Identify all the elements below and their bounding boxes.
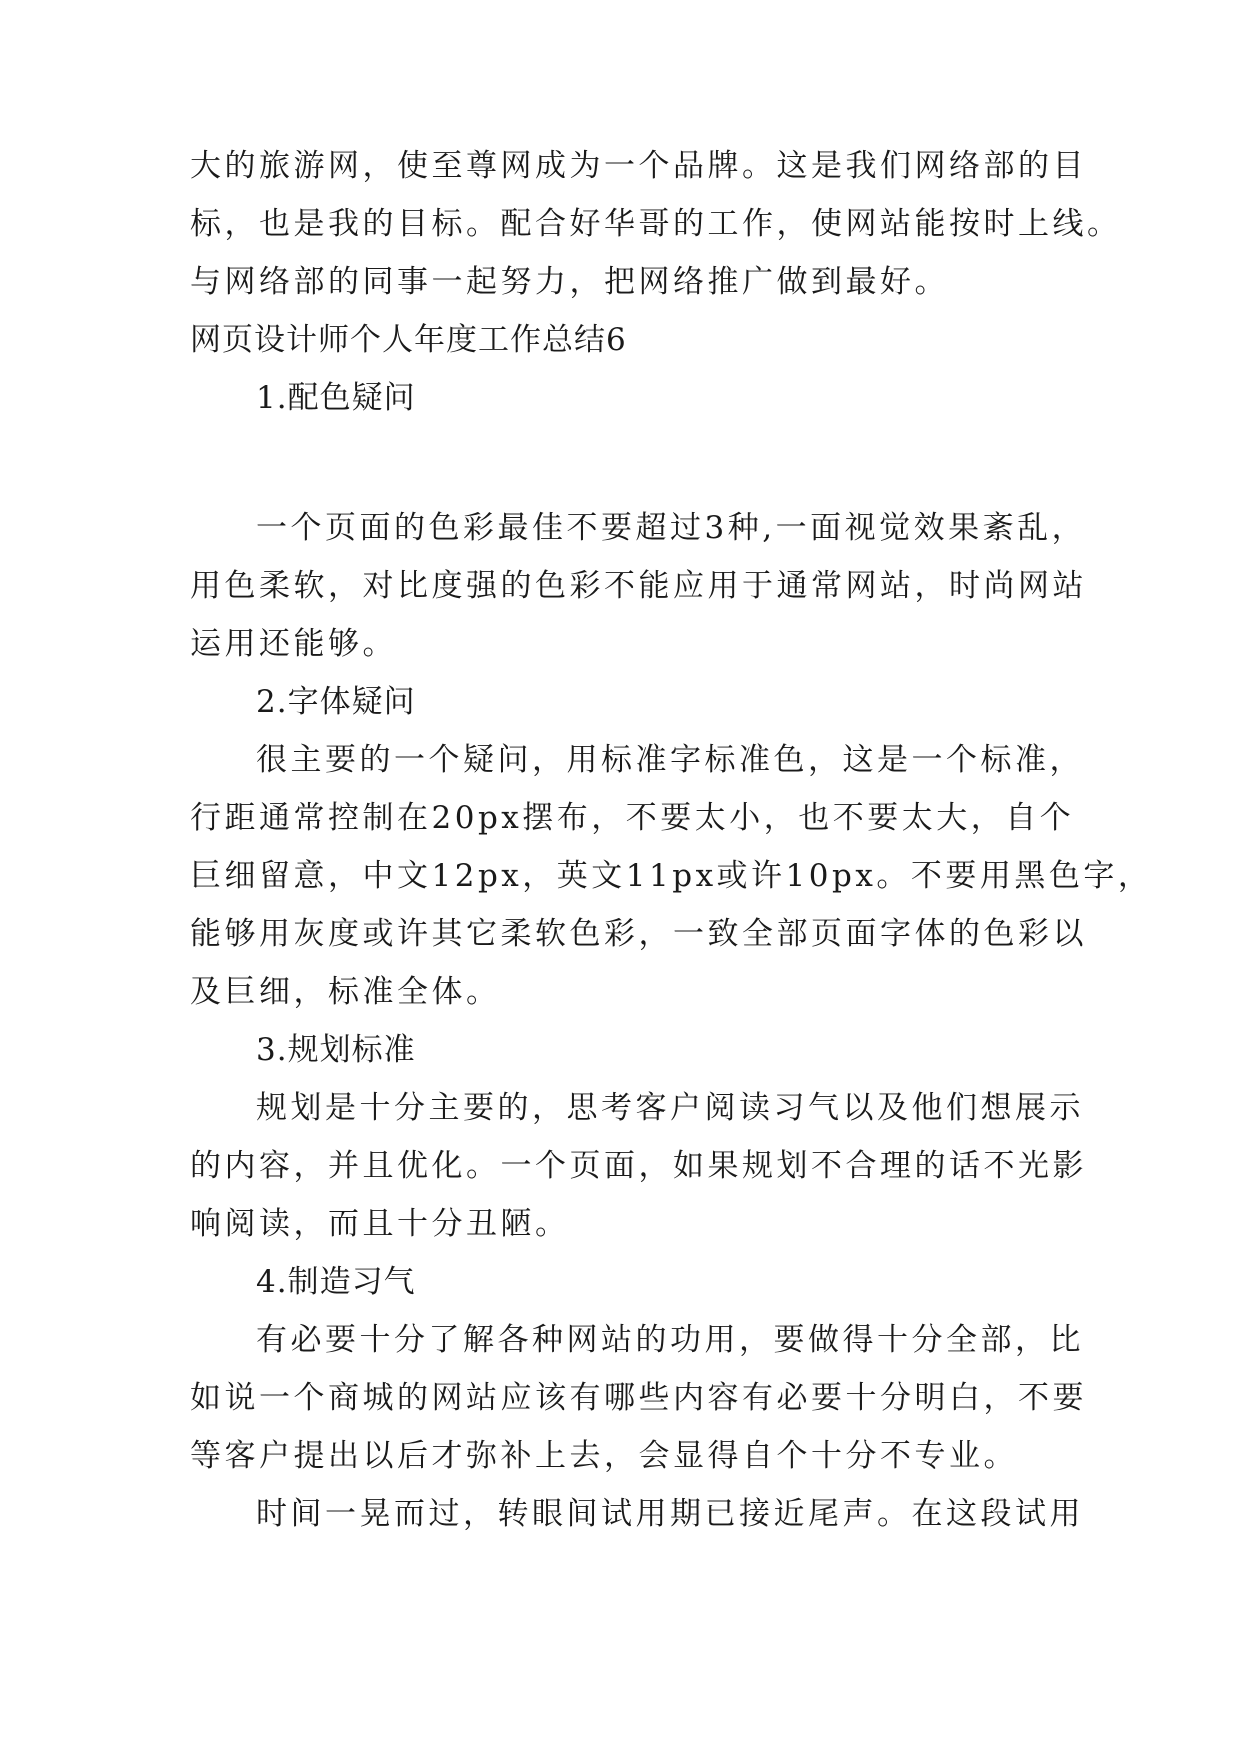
section-title: 网页设计师个人年度工作总结6 xyxy=(190,322,627,358)
paragraph-line: 用色柔软，对比度强的色彩不能应用于通常网站，时尚网站 xyxy=(190,568,1087,604)
paragraph-line: 运用还能够。 xyxy=(190,626,397,662)
paragraph-line: 等客户提出以后才弥补上去，会显得自个十分不专业。 xyxy=(190,1438,1018,1474)
paragraph-line: 的内容，并且优化。一个页面，如果规划不合理的话不光影 xyxy=(190,1148,1087,1184)
paragraph-line: 响阅读，而且十分丑陋。 xyxy=(190,1206,570,1242)
paragraph-line: 时间一晃而过，转眼间试用期已接近尾声。在这段试用 xyxy=(256,1496,1084,1532)
paragraph-line: 行距通常控制在20px摆布，不要太小，也不要太大，自个 xyxy=(190,800,1075,836)
heading-font: 2.字体疑问 xyxy=(256,684,416,720)
paragraph-line: 如说一个商城的网站应该有哪些内容有必要十分明白，不要 xyxy=(190,1380,1087,1416)
paragraph-line: 及巨细，标准全体。 xyxy=(190,974,501,1010)
paragraph-line: 标，也是我的目标。配合好华哥的工作，使网站能按时上线。 xyxy=(190,206,1122,242)
paragraph-line: 巨细留意，中文12px，英文11px或许10px。不要用黑色字， xyxy=(190,858,1153,894)
paragraph-line: 规划是十分主要的，思考客户阅读习气以及他们想展示 xyxy=(256,1090,1084,1126)
heading-layout: 3.规划标准 xyxy=(256,1032,416,1068)
paragraph-line: 一个页面的色彩最佳不要超过3种,一面视觉效果紊乱， xyxy=(256,510,1087,546)
paragraph-line: 大的旅游网，使至尊网成为一个品牌。这是我们网络部的目 xyxy=(190,148,1087,184)
paragraph-line: 能够用灰度或许其它柔软色彩，一致全部页面字体的色彩以 xyxy=(190,916,1087,952)
heading-habit: 4.制造习气 xyxy=(256,1264,416,1300)
paragraph-line: 有必要十分了解各种网站的功用，要做得十分全部，比 xyxy=(256,1322,1084,1358)
heading-color: 1.配色疑问 xyxy=(256,380,416,416)
paragraph-line: 很主要的一个疑问，用标准字标准色，这是一个标准， xyxy=(256,742,1084,778)
paragraph-line: 与网络部的同事一起努力，把网络推广做到最好。 xyxy=(190,264,949,300)
